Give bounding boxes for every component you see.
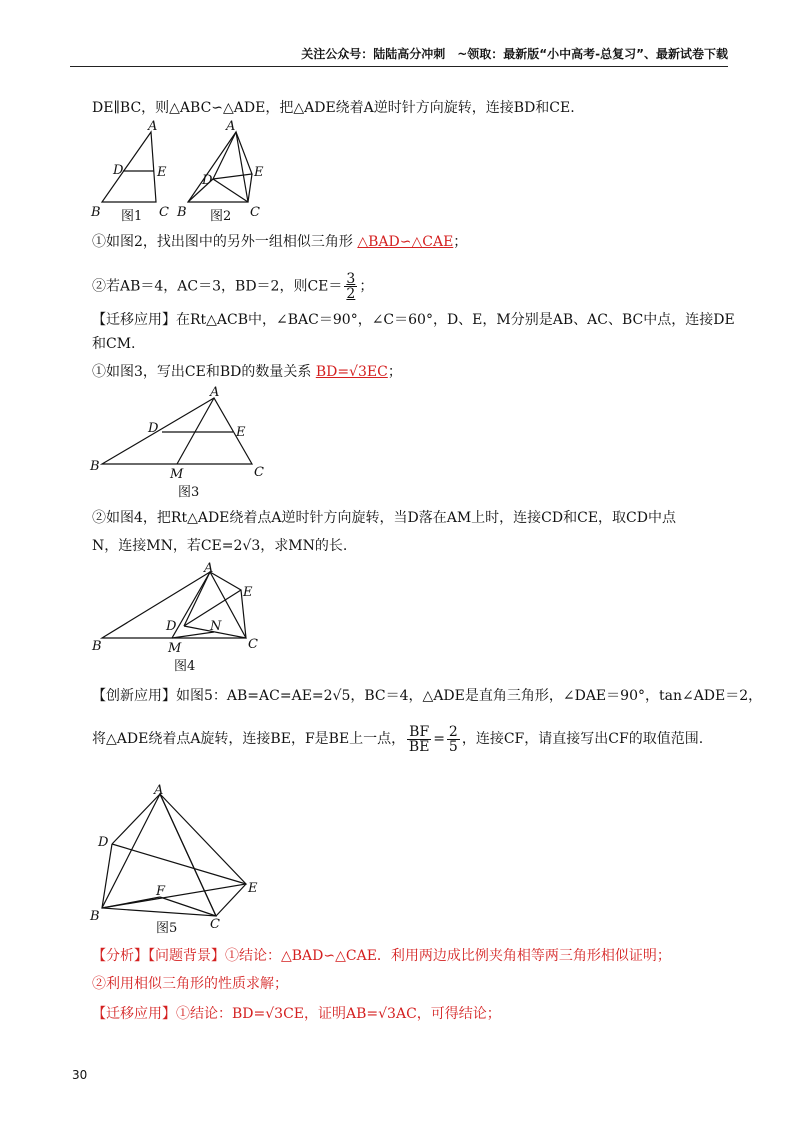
fig4-label-E: E [243,585,253,600]
analysis-line-2: ②利用相似三角形的性质求解； [92,976,288,992]
answer-3: BD=√3EC [315,364,388,380]
fig3-label-C: C [254,465,264,480]
fig4-label-A: A [204,561,214,576]
fig5-label-D: D [98,835,109,850]
fig3-caption: 图3 [178,485,200,500]
text-line-7: ②如图4，把Rt△ADE绕着点A逆时针方向旋转，当D落在AM上时，连接CD和CE，取CD中点 [92,510,676,526]
fig2-label-E: E [254,165,264,180]
ratio-bf-be: $\frac{BF}{BE}$ [408,723,430,755]
fig5-label-C: C [210,917,220,932]
text-line-9: 【创新应用】如图5：AB=AC=AE=2√5，BC＝4，△ADE是直角三角形，∠DAE＝90°，tan∠ADE＝2， [92,688,763,704]
analysis-line-3: 【迁移应用】①结论：BD=√3CE，证明AB=√3AC，可得结论； [92,1006,501,1022]
fig2-label-D: D [202,173,213,188]
text-line-6: ①如图3，写出CE和BD的数量关系 BD=√3EC； [92,364,402,380]
fig4-label-N: N [210,619,222,634]
fig3-label-D: D [148,421,159,436]
figure-5 [86,780,276,940]
fig4-label-D: D [166,619,177,634]
fig5-label-E: E [248,881,258,896]
fig4-label-M: M [168,641,182,656]
fig2-caption: 图2 [210,209,232,224]
fig3-label-B: B [90,459,100,474]
fig3-label-M: M [170,467,184,482]
ratio-value: $\frac{2}{5}$ [448,723,458,755]
answer-2: $\frac{3}{2}$ [346,271,356,302]
text-line-2: ①如图2，找出图中的另外一组相似三角形 △BAD∽△CAE； [92,234,468,250]
analysis-line-1: 【分析】【问题背景】①结论：△BAD∽△CAE．利用两边成比例夹角相等两三角形相似证明； [92,948,671,964]
figure-1-2 [88,118,278,224]
figure-1 [90,119,169,224]
answer-1: △BAD∽△CAE [357,234,454,250]
fig4-label-B: B [92,639,102,654]
fig1-label-E: E [157,165,167,180]
fig4-caption: 图4 [174,659,196,674]
fig1-label-D: D [113,163,124,178]
fig5-label-B: B [90,909,100,924]
figure-2 [176,119,264,224]
fig5-label-F: F [156,884,166,899]
text-line-3: ②若AB＝4，AC＝3，BD＝2，则CE＝ $\frac{3}{2}$ ； [92,271,374,302]
figure-3 [86,386,276,502]
fig1-label-C: C [159,205,169,220]
fig4-label-C: C [248,637,258,652]
text-line-5: 和CM. [92,336,136,352]
fig3-label-A: A [210,386,220,400]
text-line-8: N，连接MN，若CE=2√3，求MN的长. [92,538,348,554]
fig2-label-C: C [250,205,260,220]
fig1-label-B: B [91,205,101,220]
text-line-10: 将△ADE绕着点A旋转，连接BE，F是BE上一点， $\frac{BF}{BE}$ = $\frac{2}{5}$ ，连接CF，请直接写出CF的取值范围. [92,723,704,755]
text-line-4: 【迁移应用】在Rt△ACB中，∠BAC＝90°，∠C＝60°，D、E，M分别是AB、AC、BC中点，连接DE [92,312,735,328]
fig5-caption: 图5 [156,921,178,936]
page-header: 关注公众号：陆陆高分冲刺 ~领取：最新版“小中高考-总复习”、最新试卷下载 [70,44,728,67]
fig1-caption: 图1 [121,209,143,224]
fig3-label-E: E [236,425,246,440]
fig5-label-A: A [154,783,164,798]
fig2-label-A: A [226,119,236,134]
figure-4 [86,560,276,676]
page-number: 30 [72,1068,88,1082]
fig1-label-A: A [148,119,158,134]
fig2-label-B: B [177,205,187,220]
text-line-1: DE∥BC，则△ABC∽△ADE，把△ADE绕着A逆时针方向旋转，连接BD和CE. [92,100,575,116]
